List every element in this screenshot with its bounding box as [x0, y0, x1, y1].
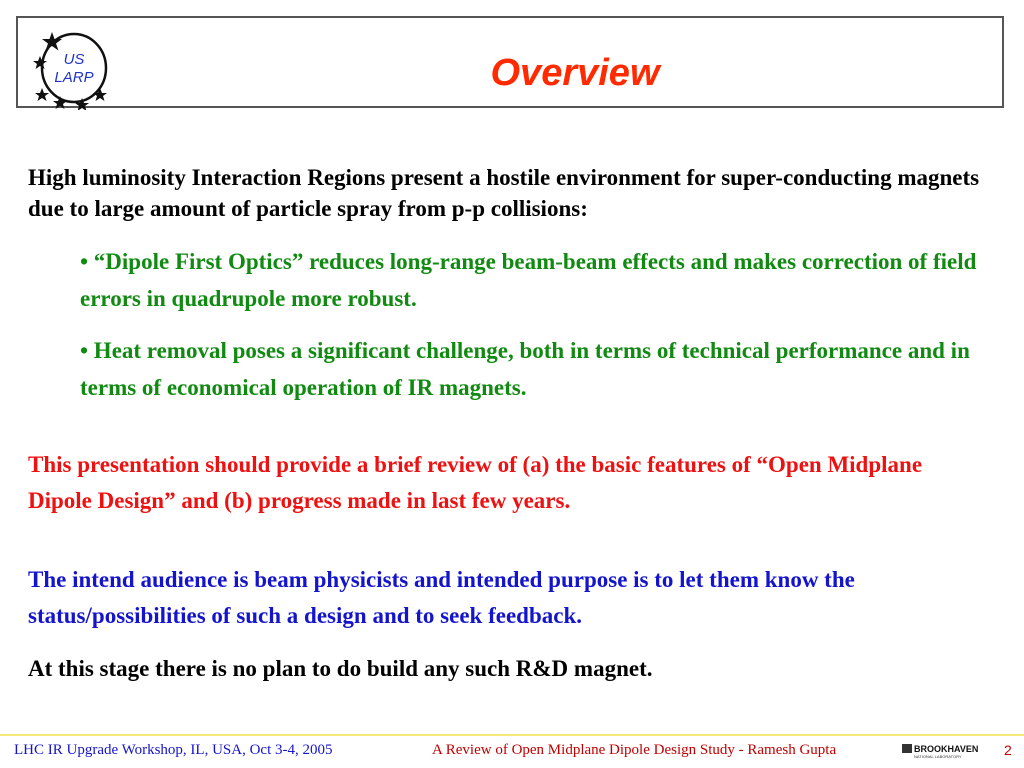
footer-divider [0, 734, 1024, 736]
footer-workshop: LHC IR Upgrade Workshop, IL, USA, Oct 3-4, 2005 [14, 742, 333, 758]
presentation-purpose-paragraph: This presentation should provide a brief review of (a) the basic features of “Open Midplane Dipole Design” and (b) progress made in last few years. [28, 452, 923, 513]
audience-paragraph: The intend audience is beam physicists and intended purpose is to let them know the status/possibilities of such a design and to seek feedback. [28, 567, 855, 628]
header-box [16, 16, 1004, 108]
slide-title: Overview [490, 52, 660, 94]
logo-us-text: US [63, 51, 85, 68]
footer-talk-title: A Review of Open Midplane Dipole Design Study - Ramesh Gupta [432, 742, 837, 758]
bullet-dipole-first-optics: • “Dipole First Optics” reduces long-range beam-beam effects and makes correction of field errors in quadrupole more robust. [80, 249, 977, 311]
page-number: 2 [1004, 742, 1012, 758]
bullet-heat-removal: • Heat removal poses a significant challenge, both in terms of technical performance and in terms of economical operation of IR magnets. [80, 338, 970, 400]
brookhaven-subtext: NATIONAL LABORATORY [914, 754, 962, 759]
brookhaven-text: BROOKHAVEN [914, 744, 979, 754]
brookhaven-logo [902, 741, 982, 761]
intro-paragraph: High luminosity Interaction Regions present a hostile environment for super-conducting magnets due to large amount of particle spray from p-p collisions: [28, 165, 980, 221]
logo-larp-text: LARP [54, 69, 94, 86]
no-plan-paragraph: At this stage there is no plan to do build any such R&D magnet. [28, 656, 653, 681]
